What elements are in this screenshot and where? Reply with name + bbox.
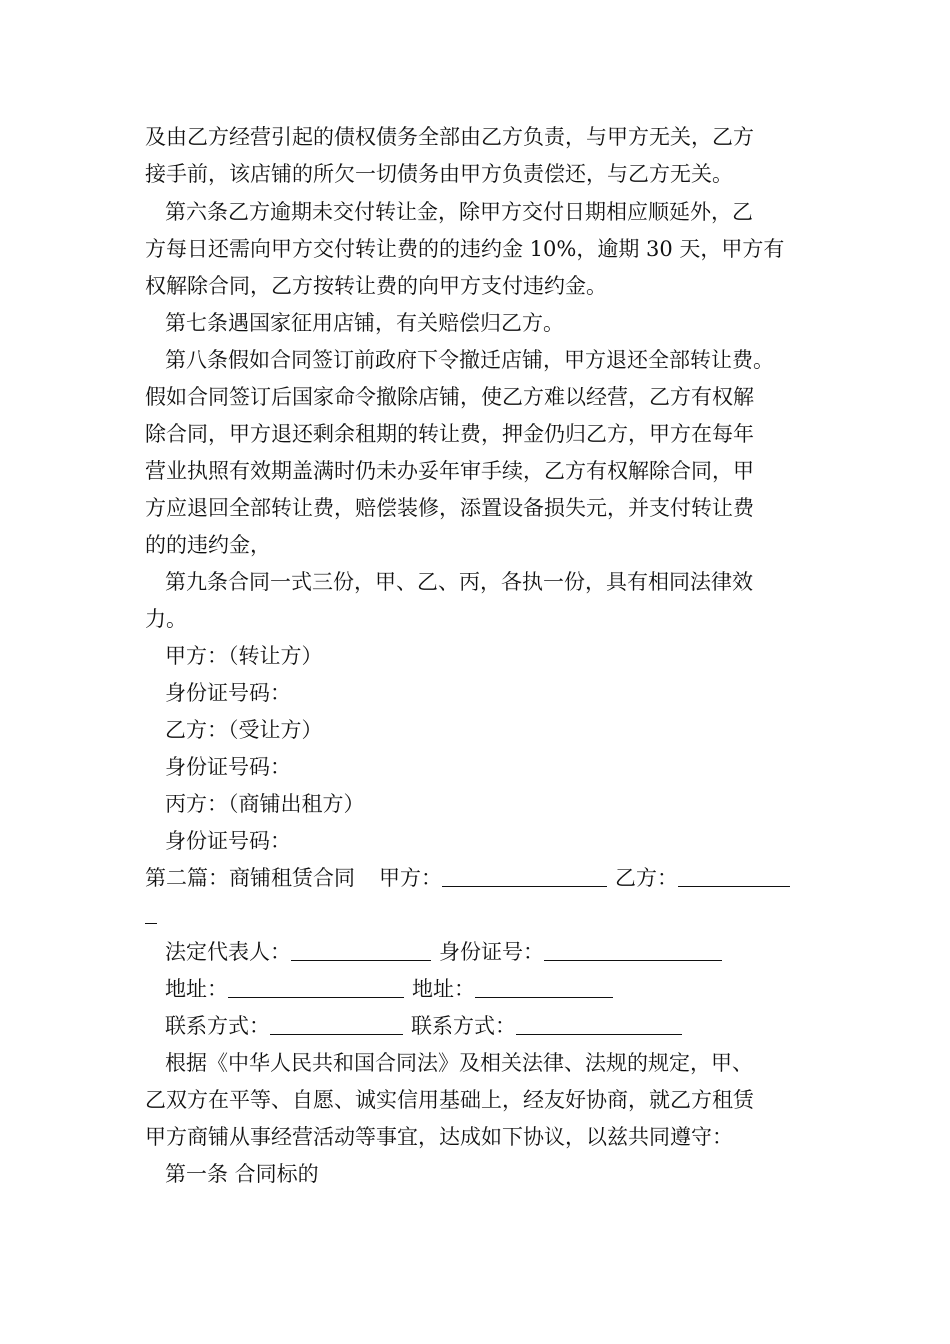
text-line: 假如合同签订后国家命令撤除店铺，使乙方难以经营，乙方有权解: [145, 385, 754, 409]
article-one-heading: 第一条 合同标的: [165, 1162, 319, 1186]
second-part-heading: 第二篇：商铺租赁合同: [145, 866, 355, 890]
article-eight-line: 第八条假如合同签订前政府下令撤迁店铺，甲方退还全部转让费。: [165, 348, 774, 372]
party-b-blank-continued: [145, 901, 157, 929]
address-b-blank: [475, 979, 613, 998]
contact-a-blank: [270, 1016, 403, 1035]
party-b-blank-tail: [145, 905, 157, 924]
contact-row: [165, 1012, 682, 1040]
id-number-label: 身份证号码：: [165, 829, 291, 853]
id-number-label: 身份证号码：: [165, 755, 291, 779]
text-line: 方每日还需向甲方交付转让费的的违约金 10%，逾期 30 天，甲方有: [145, 237, 785, 261]
id-no-label: 身份证号：: [439, 940, 544, 964]
article-nine-line: 第九条合同一式三份，甲、乙、丙，各执一份，具有相同法律效: [165, 570, 753, 594]
article-six-line: 第六条乙方逾期未交付转让金，除甲方交付日期相应顺延外，乙: [165, 200, 753, 224]
legal-rep-blank: [291, 942, 431, 961]
id-no-blank: [544, 942, 722, 961]
legal-rep-row: [165, 938, 722, 966]
text-line: 方应退回全部转让费，赔偿装修，添置设备损失元，并支付转让费: [145, 496, 754, 520]
party-b-blank: [678, 868, 790, 887]
party-a-signature-label: 甲方：（转让方）: [165, 644, 323, 668]
text-line: 权解除合同，乙方按转让费的向甲方支付违约金。: [145, 274, 607, 298]
address-a-label: 地址：: [165, 977, 228, 1001]
text-line: 力。: [145, 607, 187, 631]
party-a-label: 甲方：: [379, 866, 442, 890]
contact-b-label: 联系方式：: [411, 1014, 516, 1038]
party-b-signature-label: 乙方：（受让方）: [165, 718, 323, 742]
text-line: 的的违约金，: [145, 533, 271, 557]
text-line: 接手前，该店铺的所欠一切债务由甲方负责偿还，与乙方无关。: [145, 162, 733, 186]
party-c-signature-label: 丙方：（商铺出租方）: [165, 792, 365, 816]
second-part-heading-row: [145, 864, 790, 892]
address-a-blank: [228, 979, 404, 998]
party-b-label: 乙方：: [615, 866, 678, 890]
article-seven-line: 第七条遇国家征用店铺，有关赔偿归乙方。: [165, 311, 564, 335]
address-b-label: 地址：: [412, 977, 475, 1001]
address-row: [165, 975, 613, 1003]
party-a-blank: [442, 868, 607, 887]
preamble-line: 乙双方在平等、自愿、诚实信用基础上，经友好协商，就乙方租赁: [145, 1088, 754, 1112]
contact-a-label: 联系方式：: [165, 1014, 270, 1038]
text-line: 除合同，甲方退还剩余租期的转让费，押金仍归乙方，甲方在每年: [145, 422, 754, 446]
id-number-label: 身份证号码：: [165, 681, 291, 705]
text-line: 营业执照有效期盖满时仍未办妥年审手续，乙方有权解除合同，甲: [145, 459, 754, 483]
contact-b-blank: [516, 1016, 682, 1035]
text-line: 及由乙方经营引起的债权债务全部由乙方负责，与甲方无关，乙方: [145, 125, 754, 149]
legal-rep-label: 法定代表人：: [165, 940, 291, 964]
preamble-line: 根据《中华人民共和国合同法》及相关法律、法规的规定，甲、: [165, 1051, 753, 1075]
preamble-line: 甲方商铺从事经营活动等事宜，达成如下协议，以兹共同遵守：: [145, 1125, 733, 1149]
